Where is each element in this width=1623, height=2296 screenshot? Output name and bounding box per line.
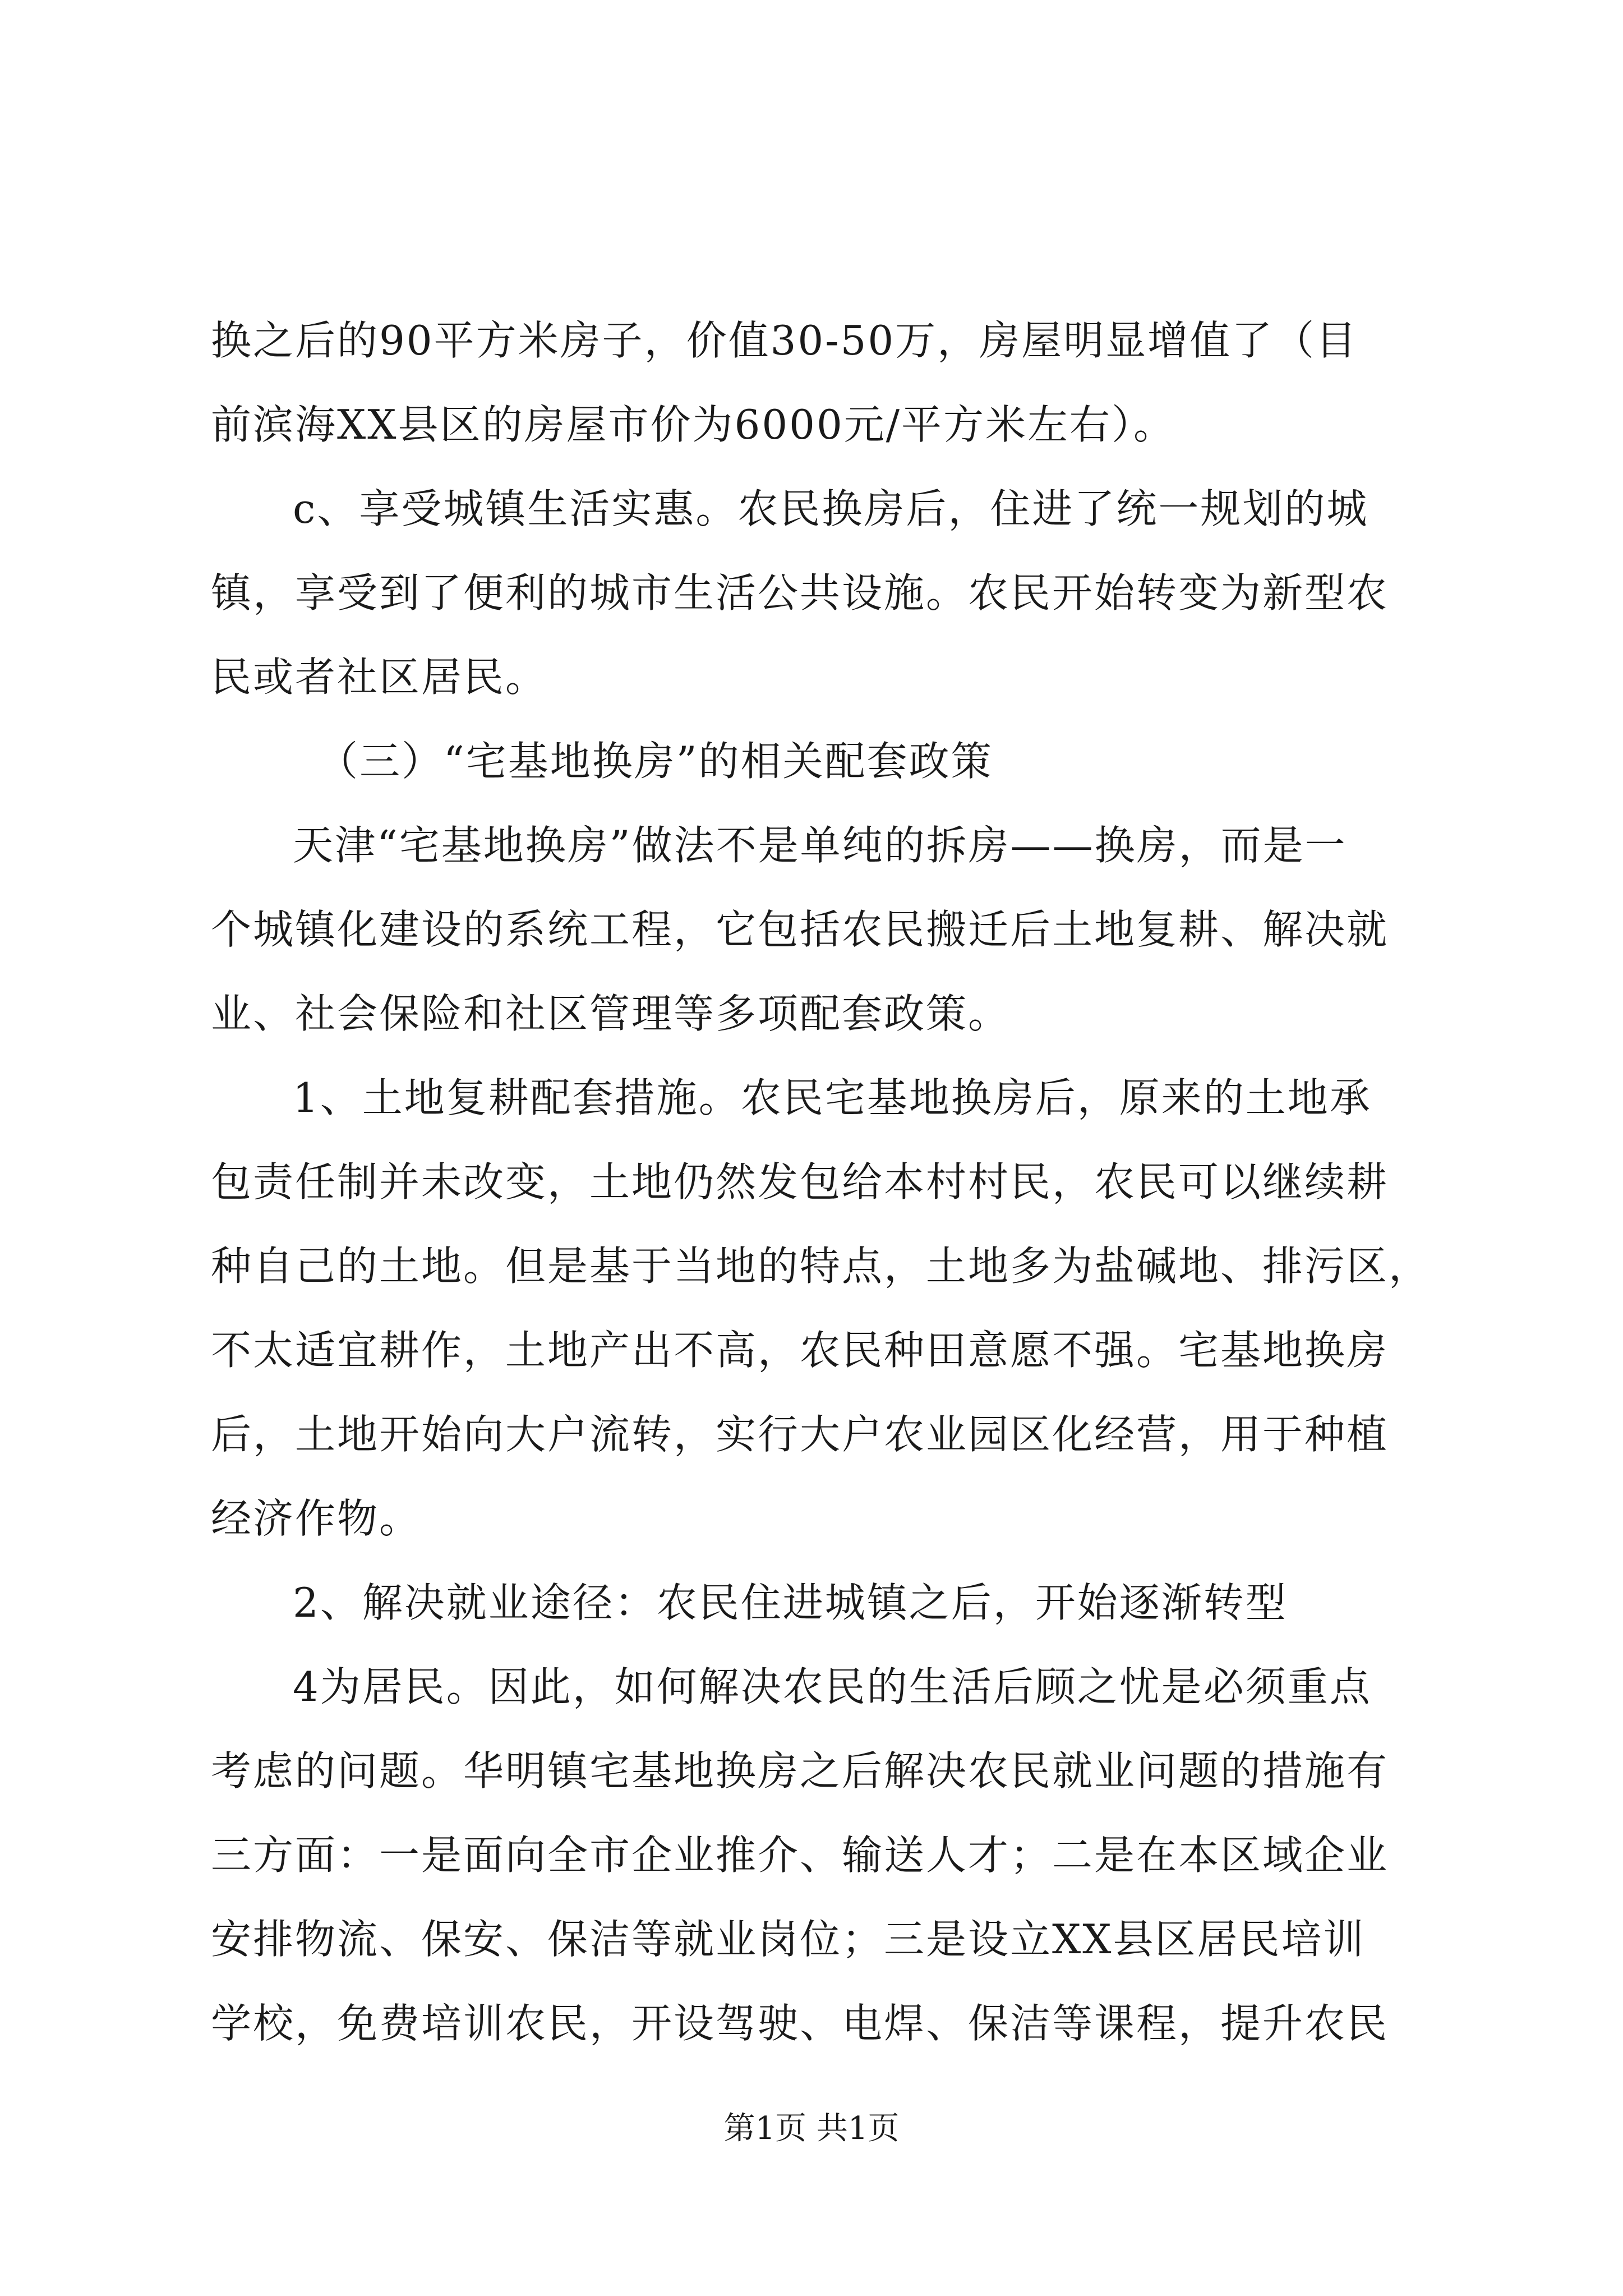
section-heading: （三）“宅基地换房”的相关配套政策 bbox=[317, 738, 993, 785]
body-line: 1、土地复耕配套措施。农民宅基地换房后，原来的土地承 bbox=[293, 1074, 1372, 1121]
body-line: c、享受城镇生活实惠。农民换房后，住进了统一规划的城 bbox=[293, 485, 1369, 532]
body-line: 4为居民。因此，如何解决农民的生活后顾之忧是必须重点 bbox=[293, 1663, 1372, 1710]
body-line: 包责任制并未改变，土地仍然发包给本村村民，农民可以继续耕 bbox=[211, 1158, 1389, 1205]
body-line: 个城镇化建设的系统工程，它包括农民搬迁后土地复耕、解决就 bbox=[211, 906, 1389, 953]
body-line: 不太适宜耕作，土地产出不高，农民种田意愿不强。宅基地换房 bbox=[211, 1327, 1389, 1374]
body-line: 三方面：一是面向全市企业推介、输送人才；二是在本区域企业 bbox=[211, 1832, 1389, 1879]
body-line: 2、解决就业途径：农民住进城镇之后，开始逐渐转型 bbox=[293, 1579, 1288, 1626]
body-line: 前滨海XX县区的房屋市价为6000元/平方米左右）。 bbox=[211, 401, 1176, 448]
body-line: 安排物流、保安、保洁等就业岗位；三是设立XX县区居民培训 bbox=[211, 1916, 1366, 1963]
body-line: 镇，享受到了便利的城市生活公共设施。农民开始转变为新型农 bbox=[211, 569, 1389, 616]
body-line: 换之后的90平方米房子，价值30-50万，房屋明显增值了（目 bbox=[211, 317, 1358, 364]
body-line: 后，土地开始向大户流转，实行大户农业园区化经营，用于种植 bbox=[211, 1411, 1389, 1458]
body-line: 经济作物。 bbox=[211, 1495, 422, 1542]
body-line: 业、社会保险和社区管理等多项配套政策。 bbox=[211, 990, 1011, 1037]
page-footer: 第1页 共1页 bbox=[723, 2110, 900, 2147]
body-line: 学校，免费培训农民，开设驾驶、电焊、保洁等课程，提升农民 bbox=[211, 2000, 1389, 2047]
body-line: 天津“宅基地换房”做法不是单纯的拆房——换房，而是一 bbox=[293, 822, 1347, 869]
document-body bbox=[211, 298, 1431, 2065]
body-line: 民或者社区居民。 bbox=[211, 654, 548, 701]
body-line: 考虑的问题。华明镇宅基地换房之后解决农民就业问题的措施有 bbox=[211, 1747, 1389, 1795]
body-line: 种自己的土地。但是基于当地的特点，土地多为盐碱地、排污区， bbox=[211, 1243, 1431, 1290]
